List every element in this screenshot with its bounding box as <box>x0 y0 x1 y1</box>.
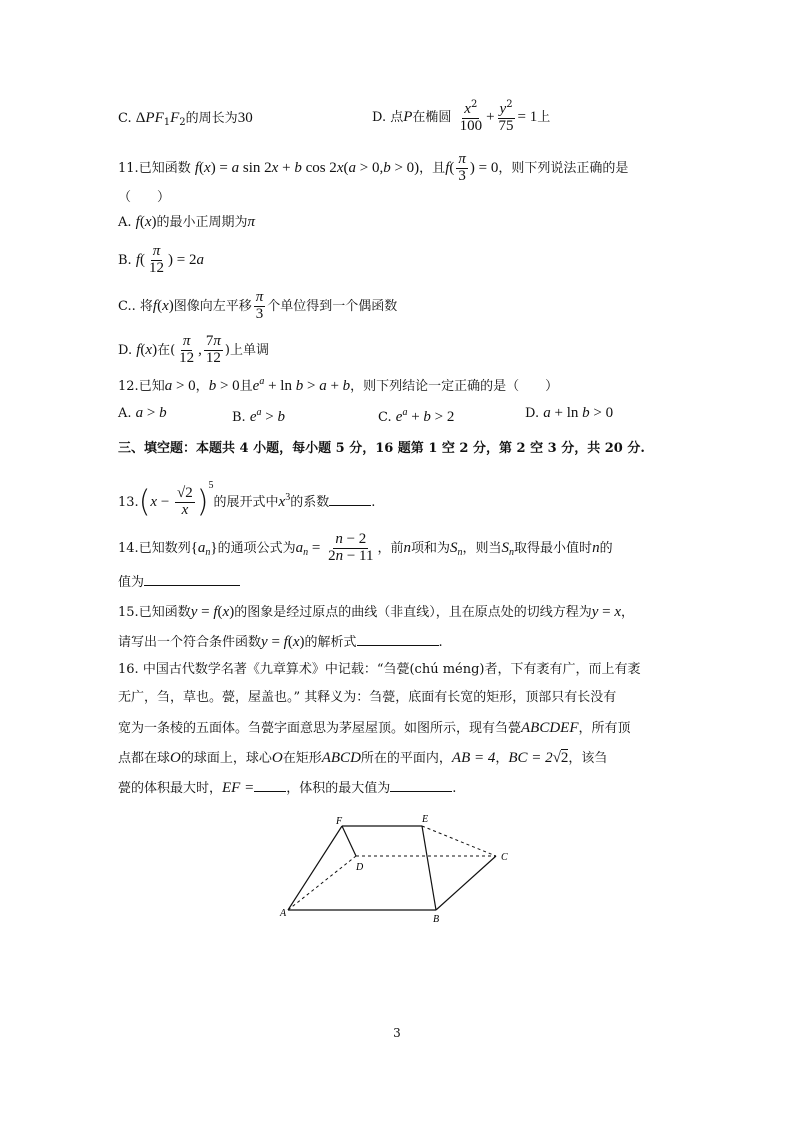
q12-option-c: C. $e^a + b > 2$ <box>378 407 455 425</box>
q16-figure <box>270 808 520 928</box>
q12-option-a: A. a > b <box>118 405 167 421</box>
q12-stem: 12.已知a > 0，b > 0且$e^a + \ln b > a + b$，则下列结论一定正确的是（ ） <box>118 376 559 394</box>
page-number: 3 <box>393 1026 401 1040</box>
q11-option-b: B. f( $\frac{\pi}{12}$ ) = 2a <box>118 243 204 276</box>
label-a: A <box>280 908 287 919</box>
q12-option-d: D. a + ln b > 0 <box>525 405 614 421</box>
q11-option-c: C.. 将f(x)图像向左平移 $\frac{\pi}{3}$ 个单位得到一个偶函数 <box>118 289 398 322</box>
q11-paren: （ ） <box>118 190 171 205</box>
label-d: D <box>356 862 364 873</box>
label-c: C <box>501 852 508 863</box>
q14: 14.已知数列$\{a_n\}$的通项公式为$a_n$ = $\frac{n - 2}{2n - 11}$ ，前n项和为$S_n$，则当$S_n$取得最小值时n的 <box>118 531 613 564</box>
q16-line5: 甍的体积最大时，EF = ，体积的最大值为 . <box>118 780 457 796</box>
q11-stem: 11.已知函数 f(x) = a sin 2x + b cos 2x(a > 0,b > 0)，且f( $\frac{\pi}{3}$ ) = 0，则下列说法正确的是 <box>118 151 629 184</box>
q16-line2: 无广，刍，草也。甍，屋盖也。” 其释义为：刍甍，底面有长宽的矩形，顶部只有长没有 <box>118 690 617 705</box>
label-e: E <box>422 814 429 825</box>
q10-option-d: D. 点P在椭圆 $\frac{x^2}{100}$ + $\frac{y^2}{75}$ = 1上 <box>372 99 551 134</box>
q13: 13.(x − $\frac{√2}{x}$ )$^5$的展开式中$x^3$的系数 . <box>118 480 376 520</box>
q14-line2: 值为 <box>118 573 240 593</box>
q12-option-b: B. $e^a > b$ <box>232 407 285 425</box>
label-f: F <box>336 816 343 827</box>
q16-line3: 宽为一条棱的五面体。刍甍字面意思为茅屋屋顶。如图所示，现有刍甍ABCDEF，所有顶 <box>118 720 631 736</box>
edge-bc <box>436 856 496 910</box>
edge-ec <box>422 826 496 856</box>
edge-fd <box>342 826 356 856</box>
edge-fa <box>288 826 342 910</box>
q11-option-d: D. f(x)在( $\frac{\pi}{12}$ , $\frac{7\pi}{12}$ )上单调 <box>118 333 269 366</box>
section-heading: 三、填空题：本题共 4 小题，每小题 5 分，16 题第 1 空 2 分，第 2 空 3 分，共 20 分. <box>118 441 645 456</box>
q16-line4: 点都在球O的球面上，球心O在矩形ABCD所在的平面内，AB = 4，BC = 2√2，该刍 <box>118 750 608 766</box>
q16-line1: 16. 中国古代数学名著《九章算术》中记载：“刍甍(chú méng)者，下有袤有广，而上有袤 <box>118 662 641 677</box>
q10-option-c: C. $\Delta PF_1F_2$的周长为30 <box>118 110 253 128</box>
edge-ad <box>288 856 356 910</box>
q15-line2: 请写出一个符合条件函数y = f(x)的解析式 . <box>118 634 443 650</box>
q11-option-a: A. f(x)的最小正周期为π <box>118 214 256 230</box>
label-b: B <box>433 914 440 925</box>
edge-eb <box>422 826 436 910</box>
q15: 15.已知函数y = f(x)的图象是经过原点的曲线（非直线），且在原点处的切线方程为y = x， <box>118 604 635 620</box>
